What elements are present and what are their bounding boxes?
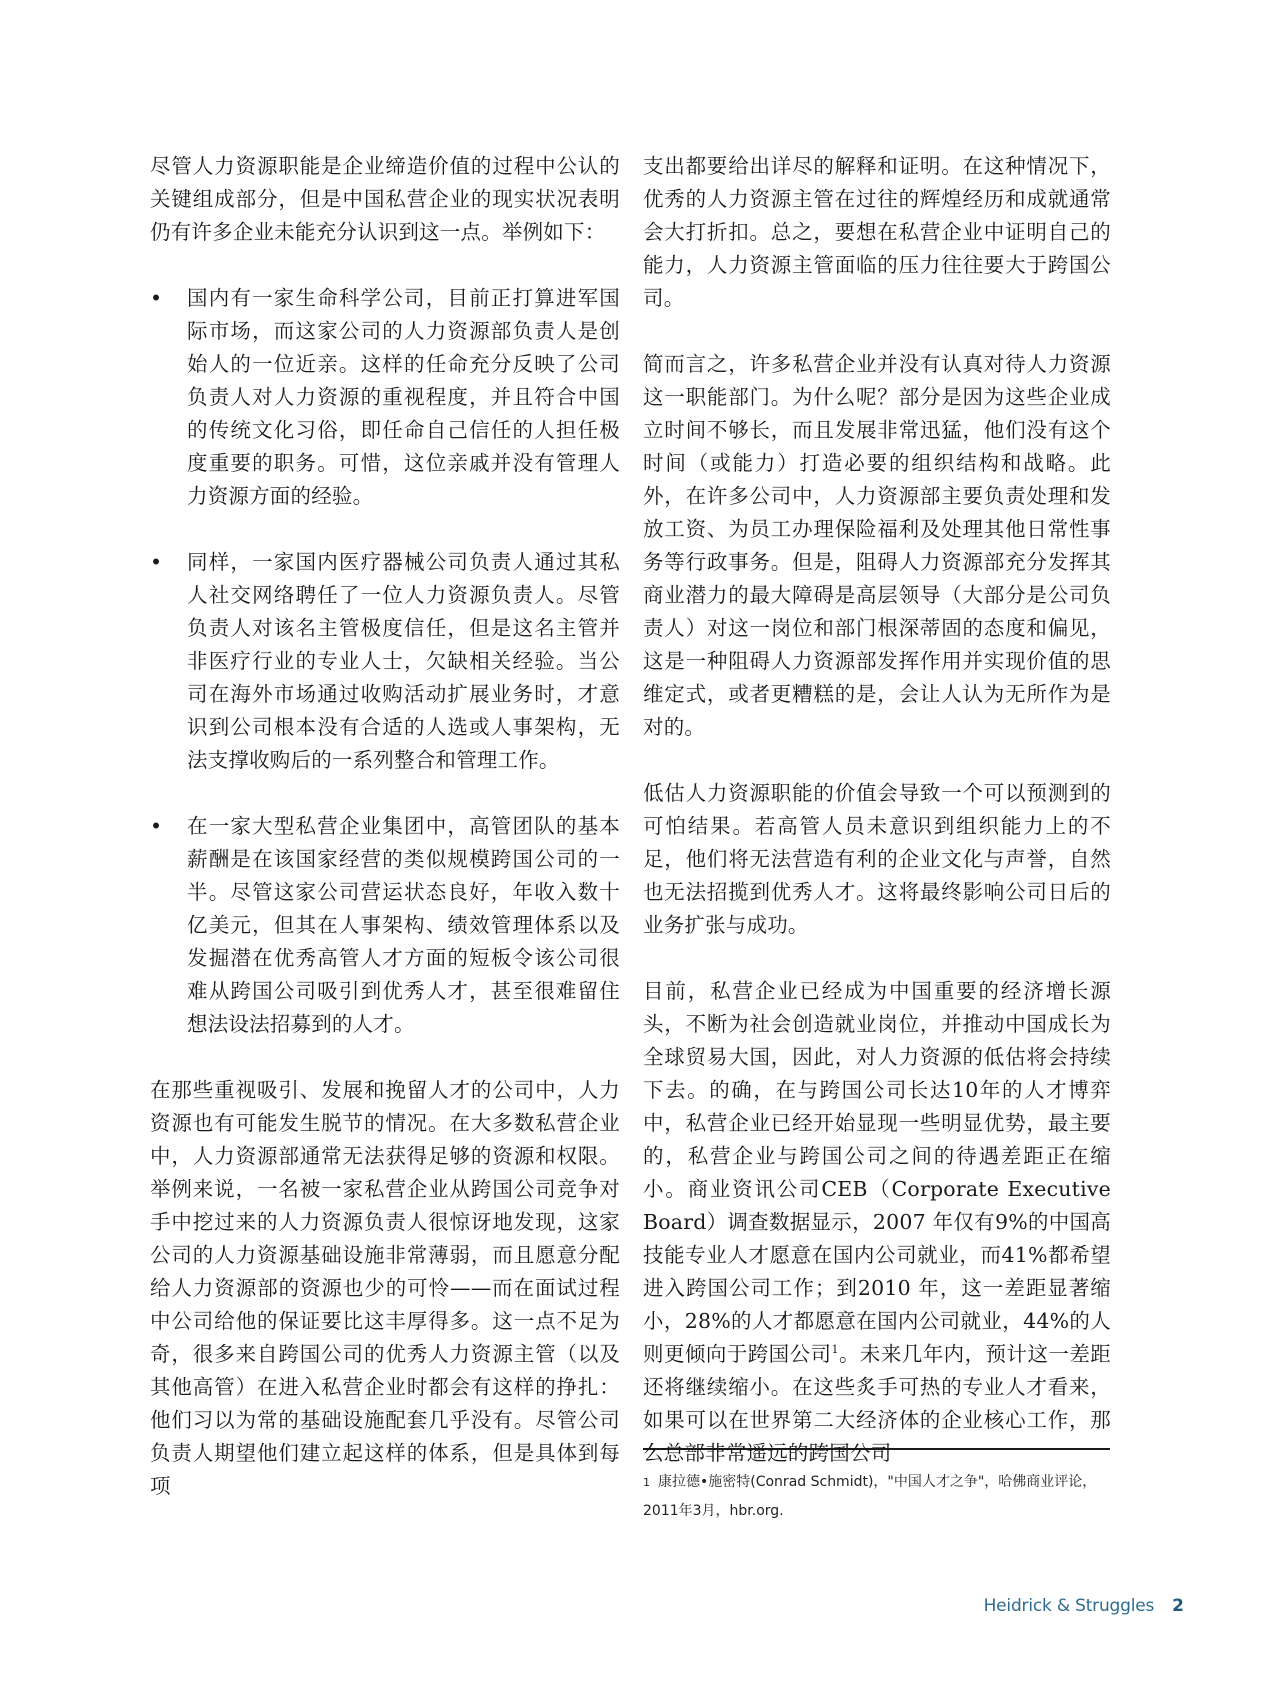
closing-paragraph: 在那些重视吸引、发展和挽留人才的公司中，人力资源也有可能发生脱节的情况。在大多数私营企业中，人力资源部通常无法获得足够的资源和权限。举例来说，一名被一家私营企业从跨国公司竞争对手中挖过来的人力资源负责人很惊讶地发现，这家公司的人力资源基础设施非常薄弱，而且愿意分配给人力资源部的资源也少的可怜——而在面试过程中公司给他的保证要比这丰厚得多。这一点不足为奇，很多来自跨国公司的优秀人力资源主管（以及其他高管）在进入私营企业时都会有这样的挣扎：他们习以为常的基础设施配套几乎没有。尽管公司负责人期望他们建立起这样的体系，但是具体到每项 [150,1078,620,1498]
list-item-text: 在一家大型私营企业集团中，高管团队的基本薪酬是在该国家经营的类似规模跨国公司的一半。尽管这家公司营运状态良好，年收入数十亿美元，但其在人事架构、绩效管理体系以及发掘潜在优秀高管人才方面的短板令该公司很难从跨国公司吸引到优秀人才，甚至很难留住想法设法招募到的人才。 [187,814,620,1036]
right-column [643,150,1111,1470]
outlook-text-a: 目前，私营企业已经成为中国重要的经济增长源头，不断为社会创造就业岗位，并推动中国成长为全球贸易大国，因此，对人力资源的低估将会持续下去。的确，在与跨国公司长达10年的人才博弈中，私营企业已经开始显现一些明显优势，最主要的，私营企业与跨国公司之间的待遇差距正在缩小。商业资讯公司CEB（Corporate Executive Board）调查数据显示，2007 年仅有9%的中国高技能专业人才愿意在国内公司就业，而41%都希望进入跨国公司工作；到2010 年，这一差距显著缩小，28%的人才都愿意在国内公司就业，44%的人则更倾向于跨国公司 [643,979,1111,1366]
summary-paragraph: 简而言之，许多私营企业并没有认真对待人力资源这一职能部门。为什么呢？部分是因为这些企业成立时间不够长，而且发展非常迅猛，他们没有这个时间（或能力）打造必要的组织结构和战略。此外，在许多公司中，人力资源部主要负责处理和发放工资、为员工办理保险福利及处理其他日常性事务等行政事务。但是，阻碍人力资源部充分发挥其商业潜力的最大障碍是高层领导（大部分是公司负责人）对这一岗位和部门根深蒂固的态度和偏见，这是一种阻碍人力资源部发挥作用并实现价值的思维定式，或者更糟糕的是，会让人认为无所作为是对的。 [643,352,1111,739]
brand-name: Heidrick & Struggles [983,1596,1155,1616]
example-list [150,282,620,1041]
footnote-number: 1 [643,1476,650,1489]
list-item [150,810,620,1041]
footnote-reference[interactable]: 1 [831,1343,839,1357]
footnote [643,1468,1113,1526]
bullet-icon: • [150,286,163,310]
list-item [150,546,620,777]
footnote-text: 康拉德•施密特(Conrad Schmidt)，"中国人才之争"，哈佛商业评论，2011年3月，hbr.org. [643,1474,1097,1519]
bullet-icon: • [150,550,163,574]
continuation-paragraph: 支出都要给出详尽的解释和证明。在这种情况下，优秀的人力资源主管在过往的辉煌经历和成就通常会大打折扣。总之，要想在私营企业中证明自己的能力，人力资源主管面临的压力往往要大于跨国公司。 [643,154,1111,310]
list-item [150,282,620,513]
intro-paragraph: 尽管人力资源职能是企业缔造价值的过程中公认的关键组成部分，但是中国私营企业的现实状况表明仍有许多企业未能充分认识到这一点。举例如下： [150,154,620,244]
page-number: 2 [1172,1596,1184,1616]
outlook-text-b: 。未来几年内，预计这一差距还将继续缩小。在这些炙手可热的专业人才看来，如果可以在世界第二大经济体的企业核心工作，那么总部非常遥远的跨国公司 [643,1342,1111,1465]
consequence-paragraph: 低估人力资源职能的价值会导致一个可以预测到的可怕结果。若高管人员未意识到组织能力上的不足，他们将无法营造有利的企业文化与声誉，自然也无法招揽到优秀人才。这将最终影响公司日后的业务扩张与成功。 [643,781,1111,937]
bullet-icon: • [150,814,163,838]
footnote-divider [643,1448,1110,1450]
left-column [150,150,620,1503]
list-item-text: 同样，一家国内医疗器械公司负责人通过其私人社交网络聘任了一位人力资源负责人。尽管负责人对该名主管极度信任，但是这名主管并非医疗行业的专业人士，欠缺相关经验。当公司在海外市场通过收购活动扩展业务时，才意识到公司根本没有合适的人选或人事架构，无法支撑收购后的一系列整合和管理工作。 [187,550,620,772]
outlook-paragraph [643,975,1111,1470]
page-footer [984,1596,1184,1616]
list-item-text: 国内有一家生命科学公司，目前正打算进军国际市场，而这家公司的人力资源部负责人是创始人的一位近亲。这样的任命充分反映了公司负责人对人力资源的重视程度，并且符合中国的传统文化习俗，即任命自己信任的人担任极度重要的职务。可惜，这位亲戚并没有管理人力资源方面的经验。 [187,286,620,508]
